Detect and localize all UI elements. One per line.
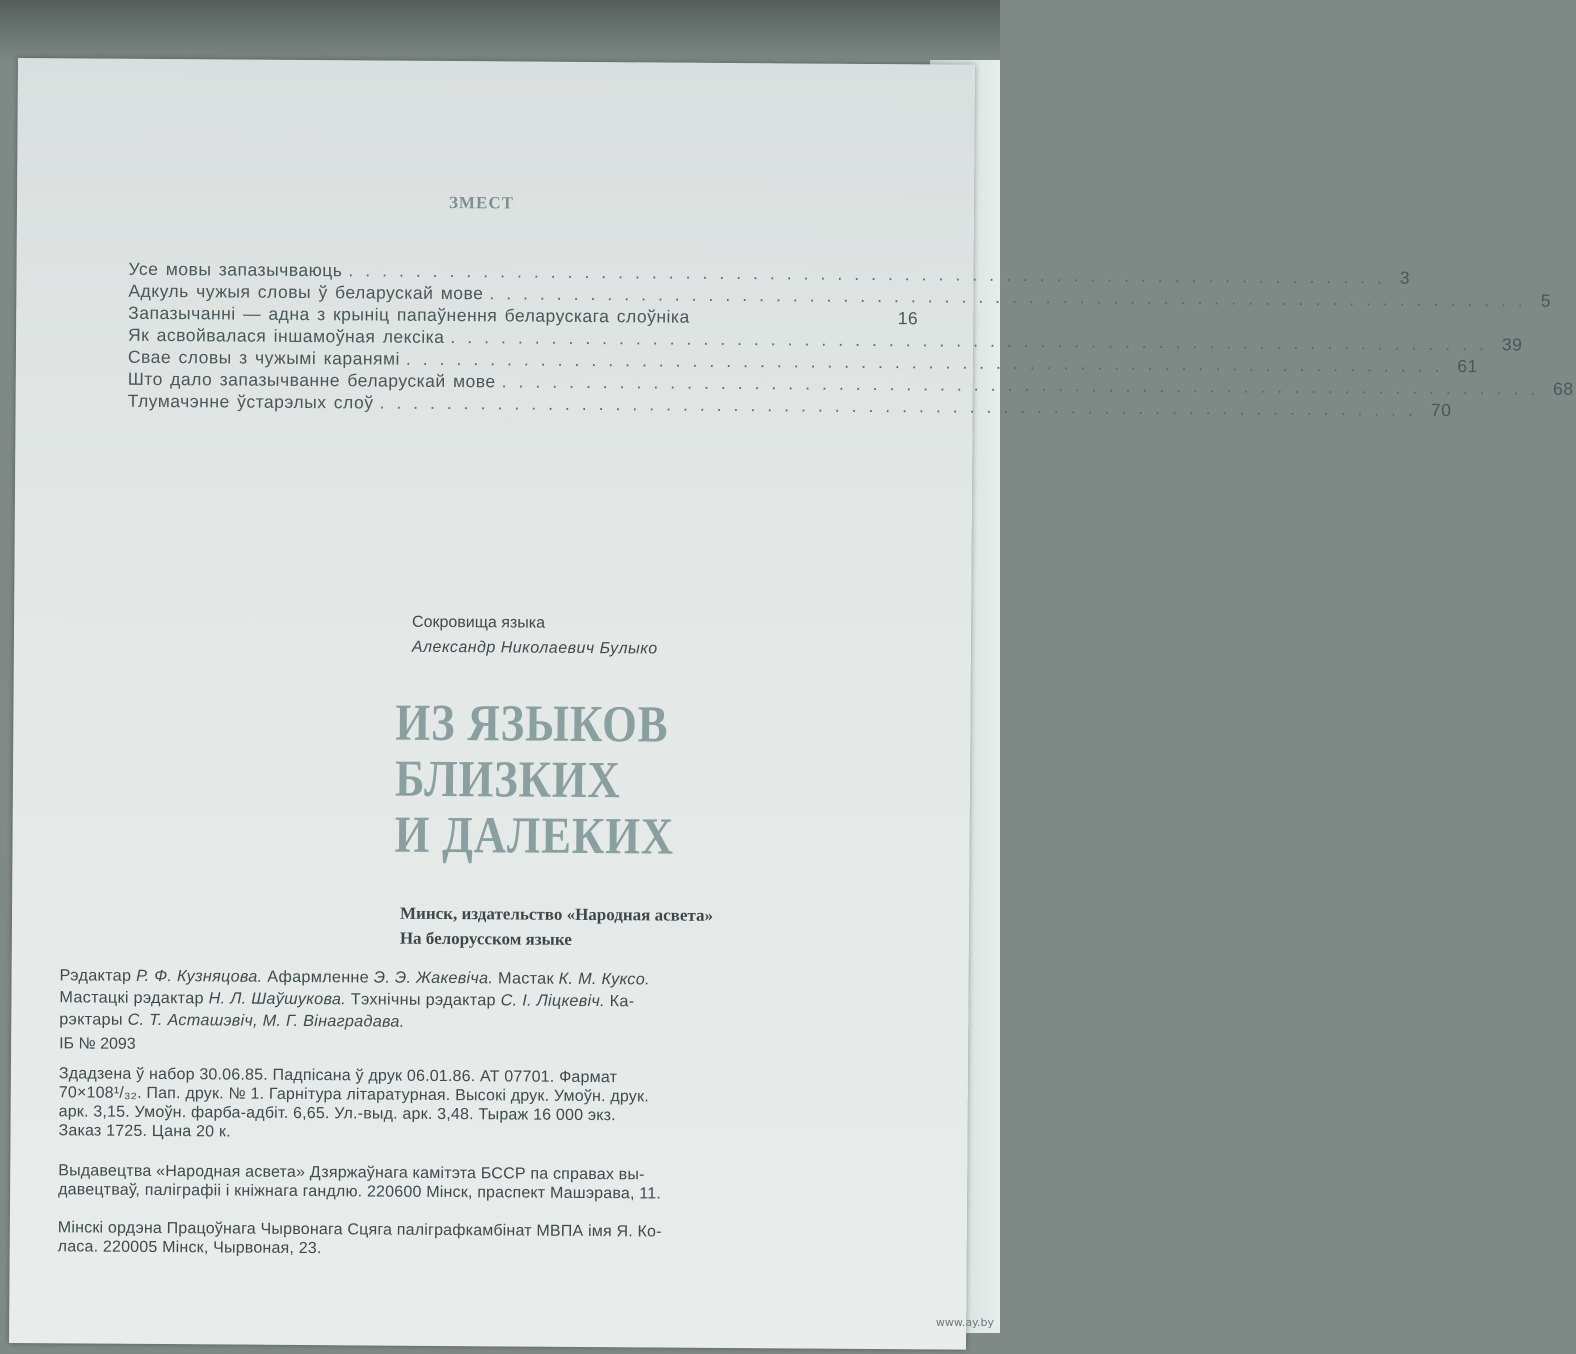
series-name: Сокровища языка [412, 613, 546, 632]
credits-block [59, 964, 959, 1036]
credit-label: рэктары [59, 1010, 123, 1029]
book-title [394, 696, 675, 866]
toc-item-label: Што дало запазычванне беларускай мове [127, 368, 496, 392]
toc-item-label: Адкуль чужыя словы ў беларускай мове [128, 280, 484, 304]
book-title-line: ИЗ ЯЗЫКОВ [395, 694, 669, 754]
credit-label: Мастацкі рэдактар [59, 988, 204, 1008]
author-name: Александр Николаевич Булыко [411, 638, 658, 658]
toc-item [127, 390, 1452, 421]
publisher-line: Минск, издательство «Народная асвета» [399, 903, 714, 925]
print-details-line: Здадзена ў набор 30.06.85. Падпісана ў друк 06.01.86. АТ 07701. Фармат [58, 1065, 618, 1087]
table-of-contents [127, 258, 1574, 421]
print-details-line: арк. 3,15. Умоўн. фарба-адбіт. 6,65. Ул.-выд. арк. 3,48. Тыраж 16 000 экз. [58, 1103, 616, 1125]
toc-leader-dots: .............................................................. [379, 392, 1425, 420]
print-details-line: 70×108¹/₃₂. Пап. друк. № 1. Гарнітура літаратурная. Высокі друк. Умоўн. друк. [58, 1084, 649, 1106]
toc-item-label: Тлумачэнне ўстарэлых слоў [127, 390, 374, 413]
toc-item-page: 61 [1457, 356, 1478, 377]
credit-name: Р. Ф. Кузняцова. [136, 966, 263, 986]
printer-info-line: Мінскі ордэна Працоўнага Чырвонага Сцяга паліграфкамбінат МВПА імя Я. Ко- [57, 1219, 662, 1241]
credit-name: С. Т. Асташэвіч, М. Г. Вінаградава. [127, 1010, 405, 1031]
toc-title: ЗМЕСТ [448, 193, 515, 213]
toc-item-page: 3 [1399, 267, 1411, 288]
toc-item-label: Усе мовы запазычваюць [128, 258, 343, 281]
book-title-line: БЛИЗКИХ [394, 750, 621, 810]
print-details-line: Заказ 1725. Цана 20 к. [58, 1122, 231, 1141]
toc-leader-dots: .............................................................. [501, 371, 1548, 399]
toc-item-page: 68 [1553, 378, 1574, 399]
printer-info-line: ласа. 220005 Мінск, Чырвоная, 23. [57, 1238, 322, 1258]
credit-name: Н. Л. Шаўшукова. [208, 989, 347, 1009]
publisher-info-line: давецтваў, паліграфіі і кніжнага гандлю. 220600 Мінск, праспект Машэрава, 11. [58, 1181, 662, 1203]
language-line: На белорусском языке [399, 928, 572, 949]
toc-item-page: 39 [1501, 334, 1523, 355]
credit-label: Ка- [609, 992, 635, 1011]
credit-name: С. І. Ліцкевіч. [500, 991, 605, 1011]
toc-leader-dots: .............................................................. [450, 327, 1496, 355]
toc-item-label: Запазычанні — адна з крыніц папаўнення беларускага слоўніка [128, 302, 690, 327]
credit-name: Э. Э. Жакевіча. [373, 968, 494, 988]
credit-label: Мастак [497, 969, 554, 988]
toc-item-page: 5 [1540, 290, 1552, 311]
toc-leader-dots [696, 323, 878, 324]
toc-item-page: 70 [1430, 399, 1452, 421]
credit-label: Тэхнічны рэдактар [350, 990, 496, 1010]
printer-info [58, 1218, 958, 1262]
print-details [58, 1064, 959, 1146]
credit-name: К. М. Куксо. [558, 969, 650, 989]
toc-leader-dots: .............................................................. [348, 260, 1394, 288]
book-title-line: И ДАЛЕКИХ [394, 806, 675, 866]
toc-leader-dots: .............................................................. [489, 283, 1535, 311]
credit-label: Афармленне [267, 967, 370, 987]
ib-number: ІБ № 2093 [59, 1035, 136, 1053]
toc-item-label: Як асвойвалася іншамоўная лексіка [128, 324, 445, 347]
toc-leader-dots: .............................................................. [405, 348, 1452, 377]
credit-label: Рэдактар [59, 966, 132, 985]
publisher-info-line: Выдавецтва «Народная асвета» Дзяржаўнага камітэта БССР па справах вы- [58, 1162, 645, 1184]
background-top [0, 0, 1000, 60]
toc-item-label: Свае словы з чужымі каранямі [127, 346, 400, 369]
watermark: www.ay.by [935, 1316, 994, 1329]
book-page [9, 58, 1574, 1350]
toc-item-page: 16 [897, 308, 919, 329]
publisher-info [58, 1161, 958, 1205]
